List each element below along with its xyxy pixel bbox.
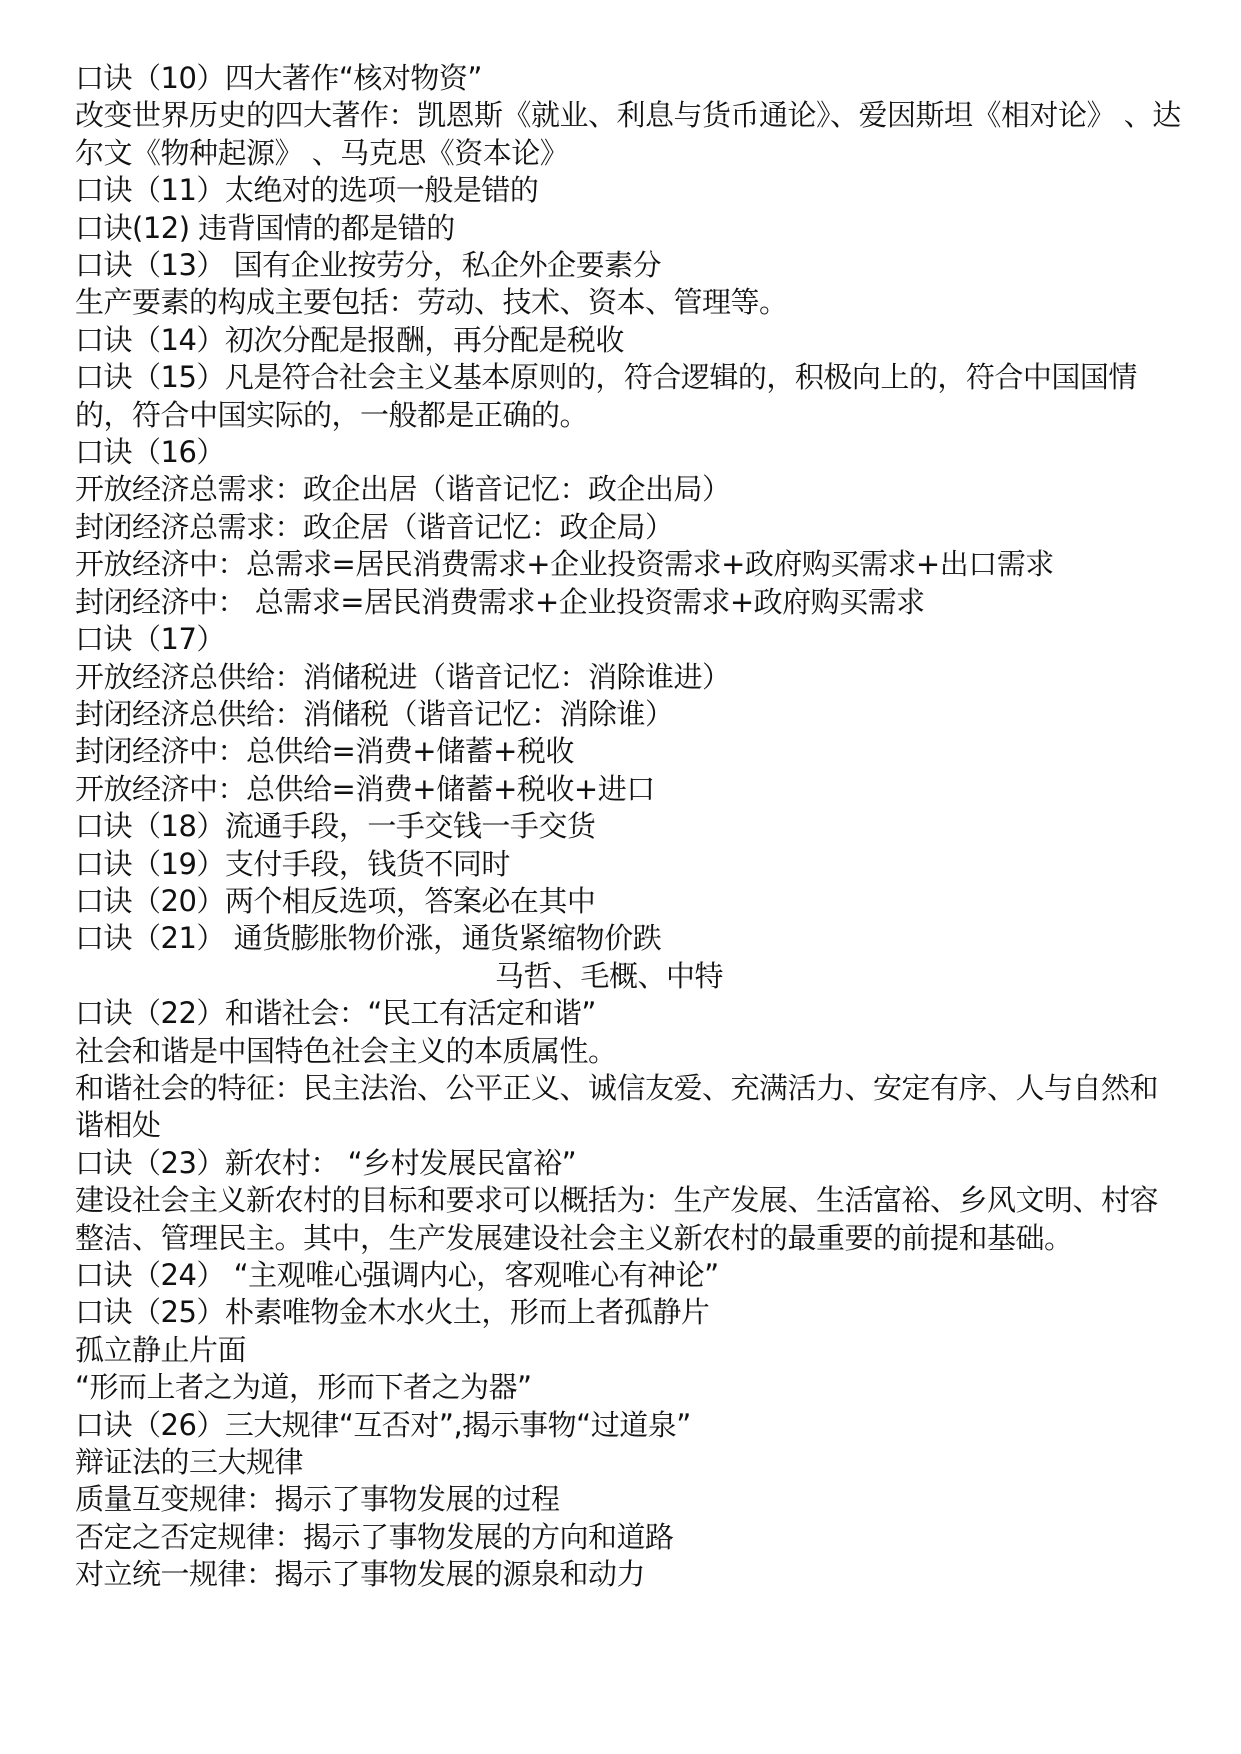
section-heading: 马哲、毛概、中特 (495, 958, 724, 993)
text-line: 生产要素的构成主要包括：劳动、技术、资本、管理等。 (75, 285, 788, 320)
text-line: 口诀（22）和谐社会：“民工有活定和谐” (75, 996, 596, 1031)
text-line: 社会和谐是中国特色社会主义的本质属性。 (75, 1033, 617, 1068)
text-line: 和谐社会的特征：民主法治、公平正义、诚信友爱、充满活力、安定有序、人与自然和谐相处 (75, 1070, 1159, 1143)
text-line: 口诀（16） (75, 435, 225, 470)
text-line: 开放经济总供给：消储税进（谐音记忆：消除谁进） (75, 659, 731, 694)
text-line: 口诀（15）凡是符合社会主义基本原则的，符合逻辑的，积极向上的，符合中国国情 的，符合中国实际的，一般都是正确的。 (75, 360, 1146, 432)
text-line: 口诀（14）初次分配是报酬，再分配是税收 (75, 322, 624, 357)
text-line: 口诀（20）两个相反选项，答案必在其中 (75, 883, 596, 918)
text-line: 口诀（24） “主观唯心强调内心，客观唯心有神论” (75, 1258, 719, 1292)
text-line: 对立统一规律：揭示了事物发展的源泉和动力 (75, 1557, 646, 1592)
text-line: 封闭经济中： 总需求=居民消费需求+企业投资需求+政府购买需求 (75, 584, 925, 619)
text-line: 口诀（26）三大规律“互否对”,揭示事物“过道泉” (75, 1407, 691, 1442)
text-line: 建设社会主义新农村的目标和要求可以概括为：生产发展、生活富裕、乡风文明、村容整洁、管理民主。其中，生产发展建设社会主义新农村的最重要的前提和基础。 (75, 1183, 1159, 1255)
text-line: 封闭经济中：总供给=消费+储蓄+税收 (75, 734, 574, 769)
text-line: 开放经济中：总需求=居民消费需求+企业投资需求+政府购买需求+出口需求 (75, 547, 1054, 582)
text-line: 口诀（17） (75, 622, 225, 657)
text-line: 口诀（10）四大著作“核对物资” (75, 61, 482, 95)
text-line: 封闭经济总供给：消储税（谐音记忆：消除谁） (75, 696, 674, 731)
text-line: 口诀（19）支付手段，钱货不同时 (75, 846, 510, 881)
text-line: 口诀（13） 国有企业按劳分，私企外企要素分 (75, 248, 662, 283)
text-line: “形而上者之为道，形而下者之为器” (75, 1370, 532, 1405)
document-body (75, 60, 1185, 1594)
text-line: 质量互变规律：揭示了事物发展的过程 (75, 1482, 560, 1517)
text-line: 改变世界历史的四大著作：凯恩斯《就业、利息与货币通论》、爱因斯坦《相对论》 、达尔文《物种起源》 、马克思《资本论》 (75, 98, 1181, 170)
text-line: 口诀（18）流通手段，一手交钱一手交货 (75, 809, 596, 844)
text-line: 开放经济中：总供给=消费+储蓄+税收+进口 (75, 771, 655, 806)
text-line: 封闭经济总需求：政企居（谐音记忆：政企局） (75, 509, 674, 544)
text-line: 口诀（23）新农村： “乡村发展民富裕” (75, 1145, 577, 1180)
text-line: 口诀（11）太绝对的选项一般是错的 (75, 173, 539, 208)
text-line: 辩证法的三大规律 (75, 1445, 304, 1480)
text-line: 否定之否定规律：揭示了事物发展的方向和道路 (75, 1519, 674, 1554)
text-line: 口诀（21） 通货膨胀物价涨，通货紧缩物价跌 (75, 921, 662, 956)
text-line: 开放经济总需求：政企出居（谐音记忆：政企出局） (75, 472, 731, 507)
text-line: 口诀（25）朴素唯物金木水火土，形而上者孤静片 (75, 1295, 710, 1330)
text-line: 孤立静止片面 (75, 1332, 247, 1367)
text-line: 口诀(12) 违背国情的都是错的 (75, 210, 455, 245)
